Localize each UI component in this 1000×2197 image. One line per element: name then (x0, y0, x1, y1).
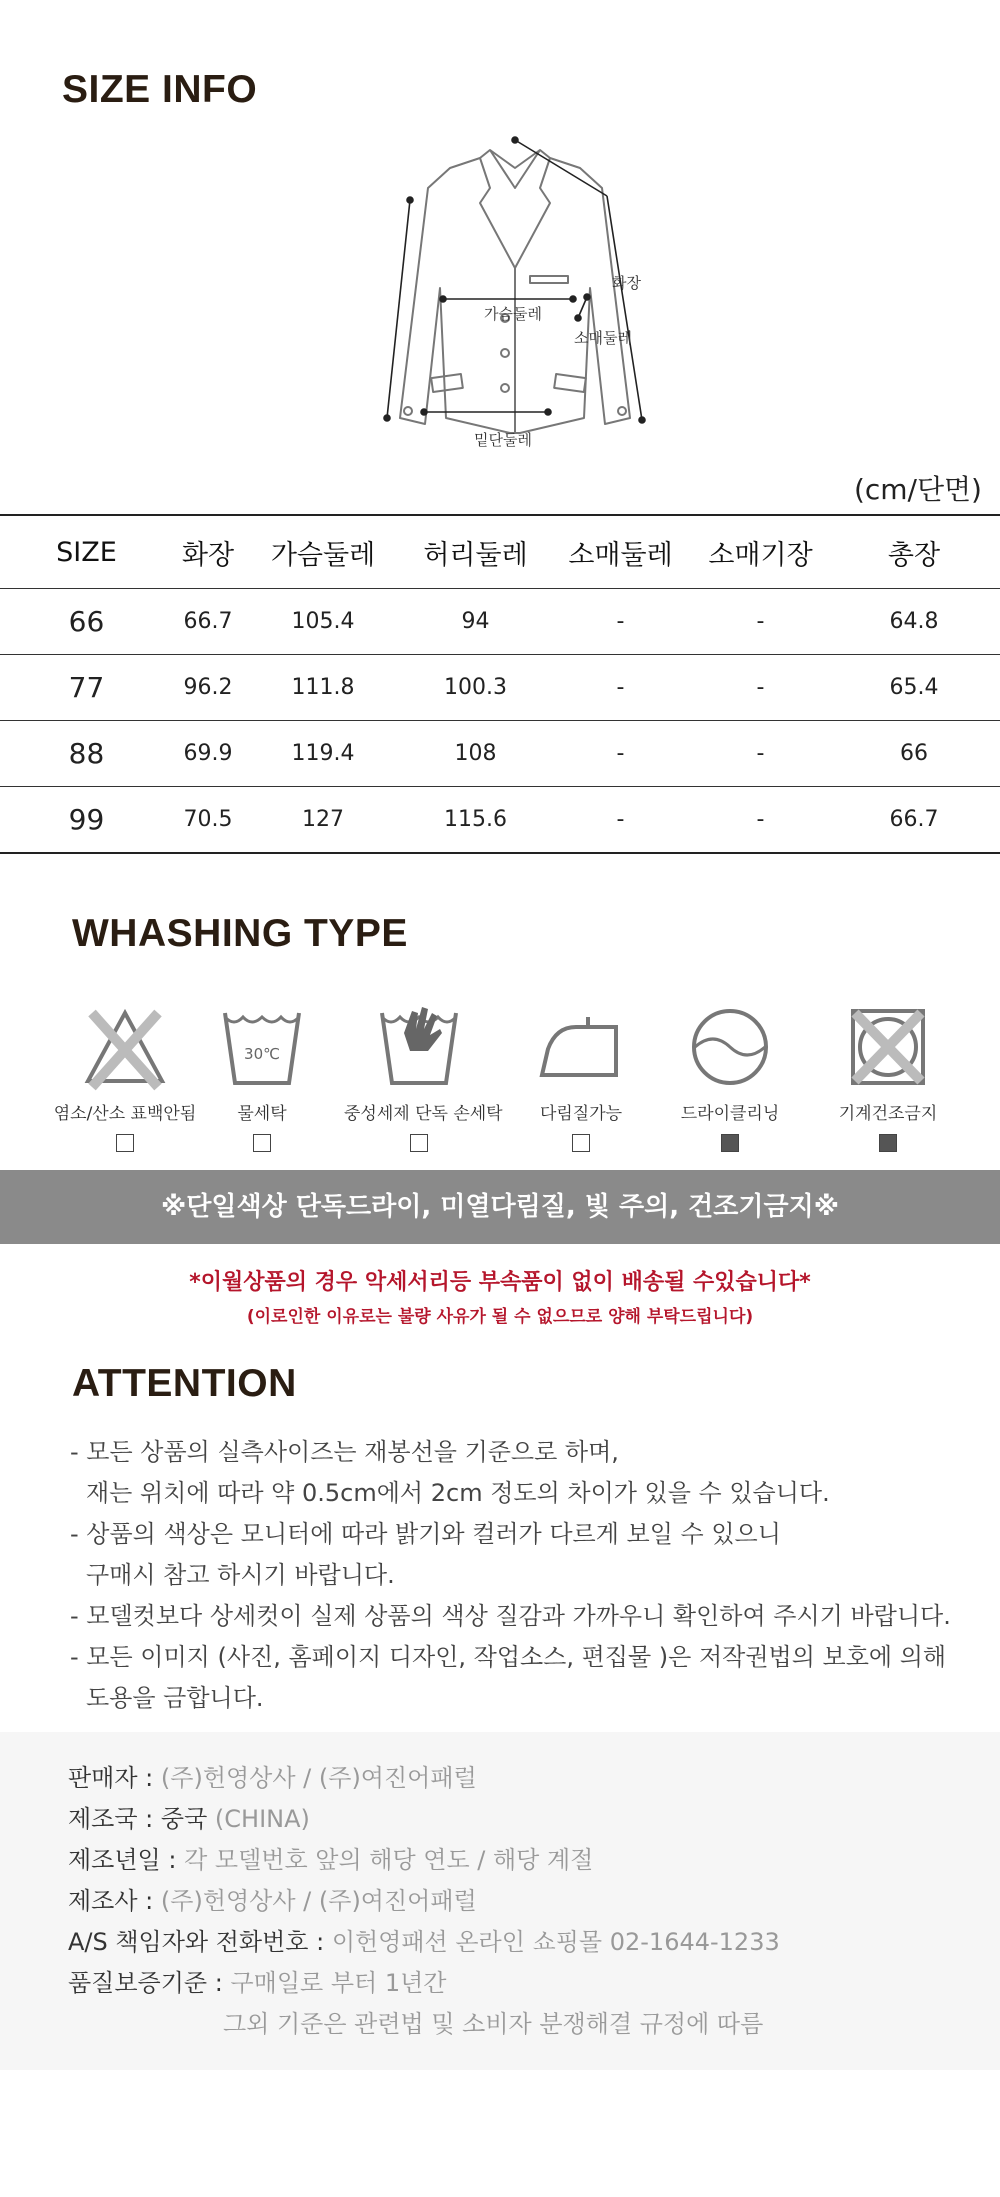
wash-checkbox (572, 1134, 590, 1152)
attention-line: 구매시 참고 하시기 바랍니다. (86, 1561, 395, 1589)
wash-item-hand-wash (344, 1003, 503, 1152)
attention-line: - 모델컷보다 상세컷이 실제 상품의 색상 질감과 가까우니 확인하여 주시기 바랍니다. (70, 1602, 951, 1630)
info-row-manufacturer (68, 1881, 477, 1916)
wash-label: 염소/산소 표백안됨 (53, 1104, 197, 1124)
info-row-date (68, 1840, 593, 1875)
info-value: (주)헌영상사 / (주)여진어패럴 (160, 1887, 477, 1915)
table-cell: - (548, 787, 693, 854)
info-row-note (223, 2004, 763, 2039)
table-row (0, 721, 1000, 787)
header-size: SIZE (0, 515, 173, 589)
info-row-warranty (68, 1963, 446, 1998)
table-row (0, 589, 1000, 655)
info-row-seller (68, 1758, 477, 1793)
table-cell: 127 (243, 787, 403, 854)
info-value: 그외 기준은 관련법 및 소비자 분쟁해결 규정에 따름 (223, 2010, 764, 2038)
notice-bar: ※단일색상 단독드라이, 미열다림질, 빛 주의, 건조기금지※ (0, 1170, 1000, 1244)
wash-checkbox (410, 1134, 428, 1152)
table-cell: 77 (0, 655, 173, 721)
wash-temp: 30℃ (244, 1045, 280, 1063)
table-cell: 105.4 (243, 589, 403, 655)
table-cell: 100.3 (403, 655, 548, 721)
table-cell: - (548, 721, 693, 787)
table-cell: 64.8 (828, 589, 1000, 655)
table-cell: 66.7 (173, 589, 243, 655)
dry-clean-icon (685, 1003, 775, 1093)
table-cell: 108 (403, 721, 548, 787)
attention-line: 도용을 금합니다. (86, 1684, 264, 1712)
washing-type-title: WHASHING TYPE (72, 912, 408, 955)
water-wash-icon (217, 1003, 307, 1093)
wash-item-no-bleach (50, 1003, 200, 1152)
header-waist: 허리둘레 (403, 515, 548, 589)
no-tumble-dry-icon (843, 1003, 933, 1093)
table-cell: 66 (0, 589, 173, 655)
product-info-panel (0, 1732, 1000, 2070)
wash-checkbox (116, 1134, 134, 1152)
jacket-diagram (340, 128, 690, 458)
attention-line: 재는 위치에 따라 약 0.5cm에서 2cm 정도의 차이가 있을 수 있습니다. (86, 1479, 830, 1507)
table-cell: 70.5 (173, 787, 243, 854)
wash-checkbox (253, 1134, 271, 1152)
label-chest: 가슴둘레 (484, 305, 542, 323)
info-value: 이헌영패션 온라인 쇼핑몰 02-1644-1233 (331, 1928, 780, 1956)
wash-item-no-tumble-dry (813, 1003, 963, 1152)
wash-item-iron (506, 1003, 656, 1152)
table-cell: 119.4 (243, 721, 403, 787)
header-chest: 가슴둘레 (243, 515, 403, 589)
table-cell: 111.8 (243, 655, 403, 721)
table-cell: 69.9 (173, 721, 243, 787)
info-value: 각 모델번호 앞의 해당 연도 / 해당 계절 (184, 1846, 594, 1874)
wash-checkbox-checked (721, 1134, 739, 1152)
label-sleeve-circ: 소매둘레 (574, 329, 632, 347)
label-hem: 밑단둘레 (474, 431, 532, 449)
size-info-title: SIZE INFO (62, 68, 258, 111)
table-cell: 115.6 (403, 787, 548, 854)
table-cell: - (693, 721, 828, 787)
info-label: 품질보증기준 : (68, 1969, 231, 1997)
table-cell: - (548, 589, 693, 655)
info-label: 제조년일 : (68, 1846, 185, 1874)
label-shoulder-sleeve: 화장 (612, 274, 641, 292)
info-label: 제조사 : (68, 1887, 161, 1915)
hand-wash-icon (374, 1003, 464, 1093)
info-value: (CHINA) (214, 1805, 310, 1833)
warning-main: *이월상품의 경우 악세서리등 부속품이 없이 배송될 수있습니다* (189, 1270, 811, 1295)
table-row (0, 787, 1000, 854)
wash-label: 물세탁 (237, 1104, 287, 1124)
table-row (0, 655, 1000, 721)
attention-line: - 상품의 색상은 모니터에 따라 밝기와 컬러가 다르게 보일 수 있으니 (70, 1520, 781, 1548)
wash-label: 드라이클리닝 (680, 1104, 780, 1124)
table-cell: - (693, 787, 828, 854)
attention-list (70, 1432, 951, 1719)
wash-item-dry-clean (655, 1003, 805, 1152)
warning-sub: (이로인한 이유로는 불량 사유가 될 수 없으므로 양해 부탁드립니다) (246, 1307, 754, 1327)
attention-title: ATTENTION (72, 1362, 297, 1405)
no-bleach-icon (80, 1003, 170, 1093)
wash-item-water-wash (187, 1003, 337, 1152)
table-cell: 65.4 (828, 655, 1000, 721)
table-cell: 88 (0, 721, 173, 787)
table-cell: 94 (403, 589, 548, 655)
attention-line: - 모든 이미지 (사진, 홈페이지 디자인, 작업소스, 편집물 )은 저작권법의 보호에 의해 (70, 1643, 947, 1671)
info-value: 구매일로 부터 1년간 (230, 1969, 447, 1997)
table-header-row (0, 515, 1000, 589)
info-value: (주)헌영상사 / (주)여진어패럴 (160, 1764, 477, 1792)
wash-label: 다림질가능 (539, 1104, 623, 1124)
wash-checkbox-checked (879, 1134, 897, 1152)
table-cell: - (693, 589, 828, 655)
info-row-country (68, 1799, 310, 1834)
info-row-as (68, 1922, 780, 1957)
header-total-length: 총장 (828, 515, 1000, 589)
info-label: 제조국 : 중국 (68, 1805, 215, 1833)
attention-line: - 모든 상품의 실측사이즈는 재봉선을 기준으로 하며, (70, 1438, 619, 1466)
iron-icon (536, 1003, 626, 1093)
wash-label: 중성세제 단독 손세탁 (344, 1104, 503, 1124)
header-sleeve-circ: 소매둘레 (548, 515, 693, 589)
info-label: A/S 책임자와 전화번호 : (68, 1928, 332, 1956)
table-cell: - (548, 655, 693, 721)
table-cell: 66.7 (828, 787, 1000, 854)
wash-label: 기계건조금지 (838, 1104, 938, 1124)
table-cell: 96.2 (173, 655, 243, 721)
table-cell: - (693, 655, 828, 721)
table-cell: 66 (828, 721, 1000, 787)
unit-label: (cm/단면) (853, 473, 982, 506)
info-label: 판매자 : (68, 1764, 161, 1792)
table-cell: 99 (0, 787, 173, 854)
size-table (0, 514, 1000, 854)
header-sleeve-len: 소매기장 (693, 515, 828, 589)
header-sleeve-length: 화장 (173, 515, 243, 589)
